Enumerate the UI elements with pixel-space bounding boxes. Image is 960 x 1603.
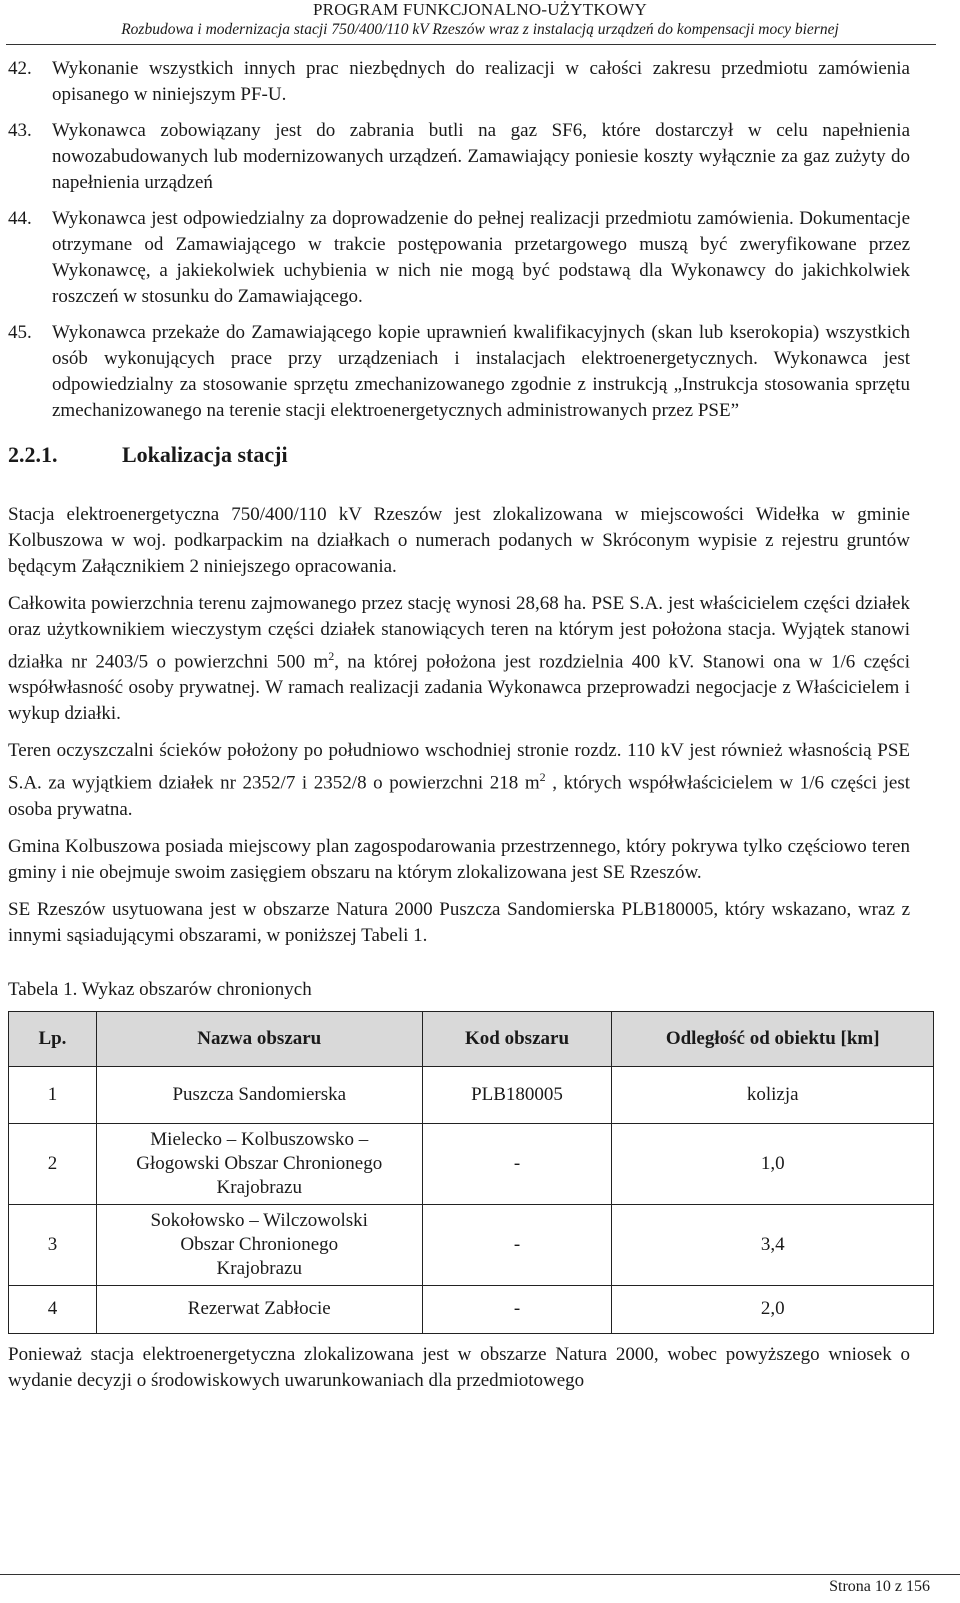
table-cell: - bbox=[422, 1285, 612, 1333]
paragraph: Całkowita powierzchnia terenu zajmowanego przez stację wynosi 28,68 ha. PSE S.A. jest właścicielem części działek oraz użytkownikiem wieczystym części działek stanowiących teren na którym jest położona stacja. Wyjątek stanowi działka nr 2403/5 o powierzchni 500 $m^2$, na której położona jest rozdzielnia 400 kV. Stanowi ona w 1/6 części współwłasność osoby prywatnej. W ramach realizacji zadania Wykonawca przeprowadzi negocjacje z Właścicielem i wykup działki. bbox=[8, 593, 910, 725]
column-header: Kod obszaru bbox=[422, 1011, 612, 1066]
table-cell: Puszcza Sandomierska bbox=[96, 1066, 422, 1123]
section-number: 2.2.1. bbox=[8, 442, 58, 467]
list-item-number: 44. bbox=[8, 208, 32, 229]
footer-divider bbox=[0, 1574, 960, 1575]
list-item-text: Wykonawca przekaże do Zamawiającego kopie uprawnień kwalifikacyjnych (skan lub kserokopia) wszystkich osób wykonujących prace przy urządzeniach i instalacjach elektroenergetycznych. Wykonawca jest odpowiedzialny za stosowanie sprzętu zmechanizowanego zgodnie z instrukcją „Instrukcja stosowania sprzętu zmechanizowanego na terenie stacji elektroenergetycznych administrowanych przez PSE” bbox=[52, 322, 910, 421]
page-header bbox=[0, 0, 960, 40]
list-item bbox=[8, 320, 910, 424]
table-cell: 2,0 bbox=[612, 1285, 934, 1333]
section-title: Lokalizacja stacji bbox=[122, 442, 288, 467]
table-cell: 2 bbox=[9, 1123, 97, 1204]
paragraph: Ponieważ stacja elektroenergetyczna zlokalizowana jest w obszarze Natura 2000, wobec powyższego wniosek o wydanie decyzji o środowiskowych uwarunkowaniach dla przedmiotowego bbox=[8, 1343, 910, 1391]
column-header: Nazwa obszaru bbox=[96, 1011, 422, 1066]
list-item-number: 45. bbox=[8, 322, 32, 343]
table-cell: Mielecko – Kolbuszowsko – Głogowski Obszar Chronionego Krajobrazu bbox=[96, 1123, 422, 1204]
paragraph: Stacja elektroenergetyczna 750/400/110 kV Rzeszów jest zlokalizowana w miejscowości Widełka w gminie Kolbuszowa w woj. podkarpackim na działkach o numerach podanych w Skróconym wypisie z rejestru gruntów będącym Załącznikiem 2 niniejszego opracowania. bbox=[8, 504, 910, 577]
section-heading bbox=[8, 442, 910, 468]
list-item-number: 43. bbox=[8, 120, 32, 141]
list-item bbox=[8, 56, 910, 108]
list-item-text: Wykonawca jest odpowiedzialny za doprowadzenie do pełnej realizacji przedmiotu zamówienia. Dokumentacje otrzymane od Zamawiającego w trakcie postępowania przetargowego muszą być zweryfikowane przez Wykonawcę, a jakiekolwiek uchybienia w nich nie mogą być podstawą dla Wykonawcy do jakichkolwiek roszczeń w stosunku do Zamawiającego. bbox=[52, 208, 910, 307]
table-cell: 1 bbox=[9, 1066, 97, 1123]
table-cell: 1,0 bbox=[612, 1123, 934, 1204]
table-cell: Rezerwat Zabłocie bbox=[96, 1285, 422, 1333]
column-header: Lp. bbox=[9, 1011, 97, 1066]
table-cell: Sokołowsko – Wilczowolski Obszar Chronionego Krajobrazu bbox=[96, 1204, 422, 1285]
page-number: Strona 10 z 156 bbox=[829, 1578, 930, 1595]
table-header-row bbox=[9, 1011, 934, 1066]
table-cell: 4 bbox=[9, 1285, 97, 1333]
table-cell: PLB180005 bbox=[422, 1066, 612, 1123]
table-cell: - bbox=[422, 1204, 612, 1285]
list-item bbox=[8, 206, 910, 310]
protected-areas-table bbox=[8, 1011, 934, 1334]
table-row bbox=[9, 1123, 934, 1204]
table-cell: kolizja bbox=[612, 1066, 934, 1123]
table-row bbox=[9, 1204, 934, 1285]
header-divider bbox=[6, 44, 936, 45]
list-item-text: Wykonanie wszystkich innych prac niezbędnych do realizacji w całości zakresu przedmiotu zamówienia opisanego w niniejszym PF-U. bbox=[52, 58, 910, 105]
table-caption: Tabela 1. Wykaz obszarów chronionych bbox=[8, 978, 312, 1000]
list-item-text: Wykonawca zobowiązany jest do zabrania butli na gaz SF6, które dostarczył w celu napełnienia nowozabudowanych lub modernizowanych urządzeń. Zamawiający poniesie koszty wyłącznie za gaz zużyty do napełnienia urządzeń bbox=[52, 120, 910, 193]
paragraph: SE Rzeszów usytuowana jest w obszarze Natura 2000 Puszcza Sandomierska PLB180005, który wskazano, wraz z innymi sąsiadującymi obszarami, w poniższej Tabeli 1. bbox=[8, 898, 910, 946]
table-row bbox=[9, 1066, 934, 1123]
document-title: PROGRAM FUNKCJONALNO-UŻYTKOWY bbox=[313, 0, 647, 19]
page-content bbox=[8, 56, 910, 1405]
table-cell: 3,4 bbox=[612, 1204, 934, 1285]
table-cell: - bbox=[422, 1123, 612, 1204]
paragraph: Gmina Kolbuszowa posiada miejscowy plan zagospodarowania przestrzennego, który pokrywa tylko częściowo teren gminy i nie obejmuje swoim zasięgiem obszaru na którym zlokalizowana jest SE Rzeszów. bbox=[8, 835, 910, 883]
table-cell: 3 bbox=[9, 1204, 97, 1285]
table-row bbox=[9, 1285, 934, 1333]
column-header: Odległość od obiektu [km] bbox=[612, 1011, 934, 1066]
list-item bbox=[8, 118, 910, 196]
list-item-number: 42. bbox=[8, 58, 32, 79]
paragraph: Teren oczyszczalni ścieków położony po południowo wschodniej stronie rozdz. 110 kV jest również własnością PSE S.A. za wyjątkiem działek nr 2352/7 i 2352/8 o powierzchni 218 $m^2$ , których współwłaścicielem w 1/6 części jest osoba prywatna. bbox=[8, 740, 910, 820]
document-subtitle: Rozbudowa i modernizacja stacji 750/400/110 kV Rzeszów wraz z instalacją urządzeń do kompensacji mocy biernej bbox=[121, 21, 839, 38]
